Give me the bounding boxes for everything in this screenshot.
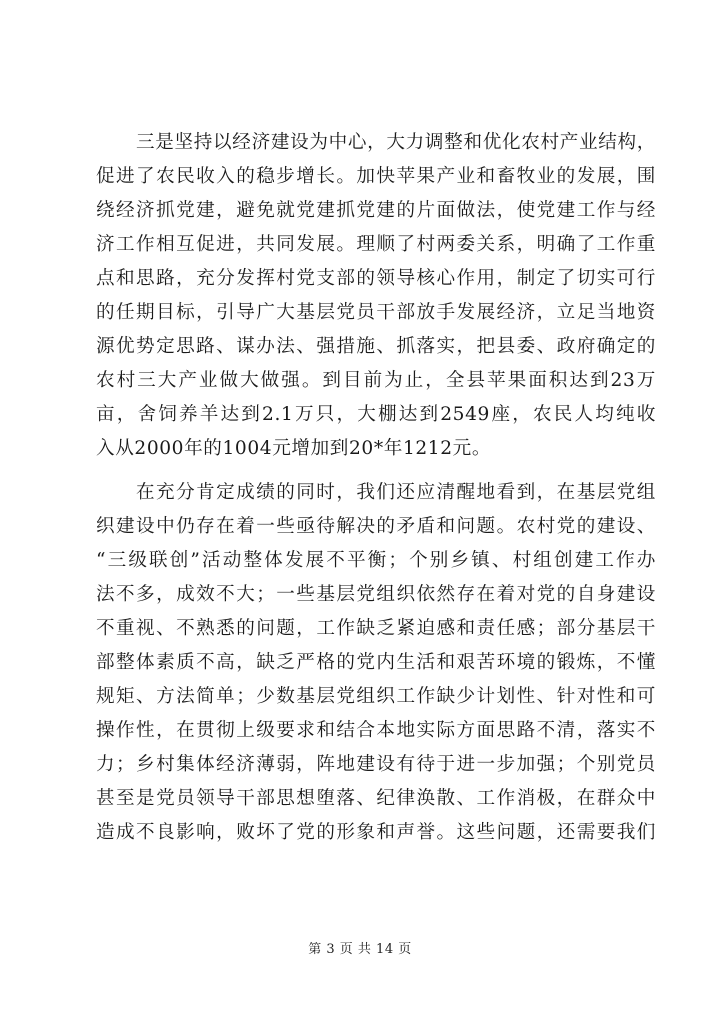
text-line: 入从2000年的1004元增加到20*年1212元。 <box>96 438 492 459</box>
text-line: “三级联创”活动整体发展不平衡；个别乡镇、村组创建工作办 <box>96 550 656 571</box>
text-line: 源优势定思路、谋办法、强措施、抓落实，把县委、政府确定的 <box>96 336 656 357</box>
text-line: 法不多，成效不大；一些基层党组织依然存在着对党的自身建设 <box>96 584 656 605</box>
text-line: 力；乡村集体经济薄弱，阵地建设有待于进一步加强；个别党员 <box>96 754 656 775</box>
text-line: 的任期目标，引导广大基层党员干部放手发展经济，立足当地资 <box>96 302 656 323</box>
text-line: 甚至是党员领导干部思想堕落、纪律涣散、工作消极，在群众中 <box>96 788 656 809</box>
paragraph-gap <box>96 466 656 476</box>
text-line: 织建设中仍存在着一些亟待解决的矛盾和问题。农村党的建设、 <box>96 516 656 537</box>
text-line: 点和思路，充分发挥村党支部的领导核心作用，制定了切实可行 <box>96 268 656 289</box>
text-line: 农村三大产业做大做强。到目前为止，全县苹果面积达到23万 <box>96 370 656 391</box>
text-line: 部整体素质不高，缺乏严格的党内生活和艰苦环境的锻炼，不懂 <box>96 652 656 673</box>
text-line: 操作性，在贯彻上级要求和结合本地实际方面思路不清，落实不 <box>96 720 656 741</box>
text-line: 促进了农民收入的稳步增长。加快苹果产业和畜牧业的发展，围 <box>96 166 656 187</box>
text-line: 不重视、不熟悉的问题，工作缺乏紧迫感和责任感；部分基层干 <box>96 618 656 639</box>
text-line: 规矩、方法简单；少数基层党组织工作缺少计划性、针对性和可 <box>96 686 656 707</box>
text-line: 亩，舍饲养羊达到2.1万只，大棚达到2549座，农民人均纯收 <box>96 404 656 425</box>
text-line: 在充分肯定成绩的同时，我们还应清醒地看到，在基层党组 <box>136 482 656 503</box>
text-line: 三是坚持以经济建设为中心，大力调整和优化农村产业结构， <box>136 132 656 153</box>
paragraph-2 <box>96 476 656 850</box>
paragraph-1 <box>96 126 656 466</box>
document-body <box>96 126 656 850</box>
text-line: 造成不良影响，败坏了党的形象和声誉。这些问题，还需要我们 <box>96 822 656 843</box>
text-line: 绕经济抓党建，避免就党建抓党建的片面做法，使党建工作与经 <box>96 200 656 221</box>
page-number-footer: 第 3 页 共 14 页 <box>308 942 412 957</box>
text-line: 济工作相互促进，共同发展。理顺了村两委关系，明确了工作重 <box>96 234 656 255</box>
